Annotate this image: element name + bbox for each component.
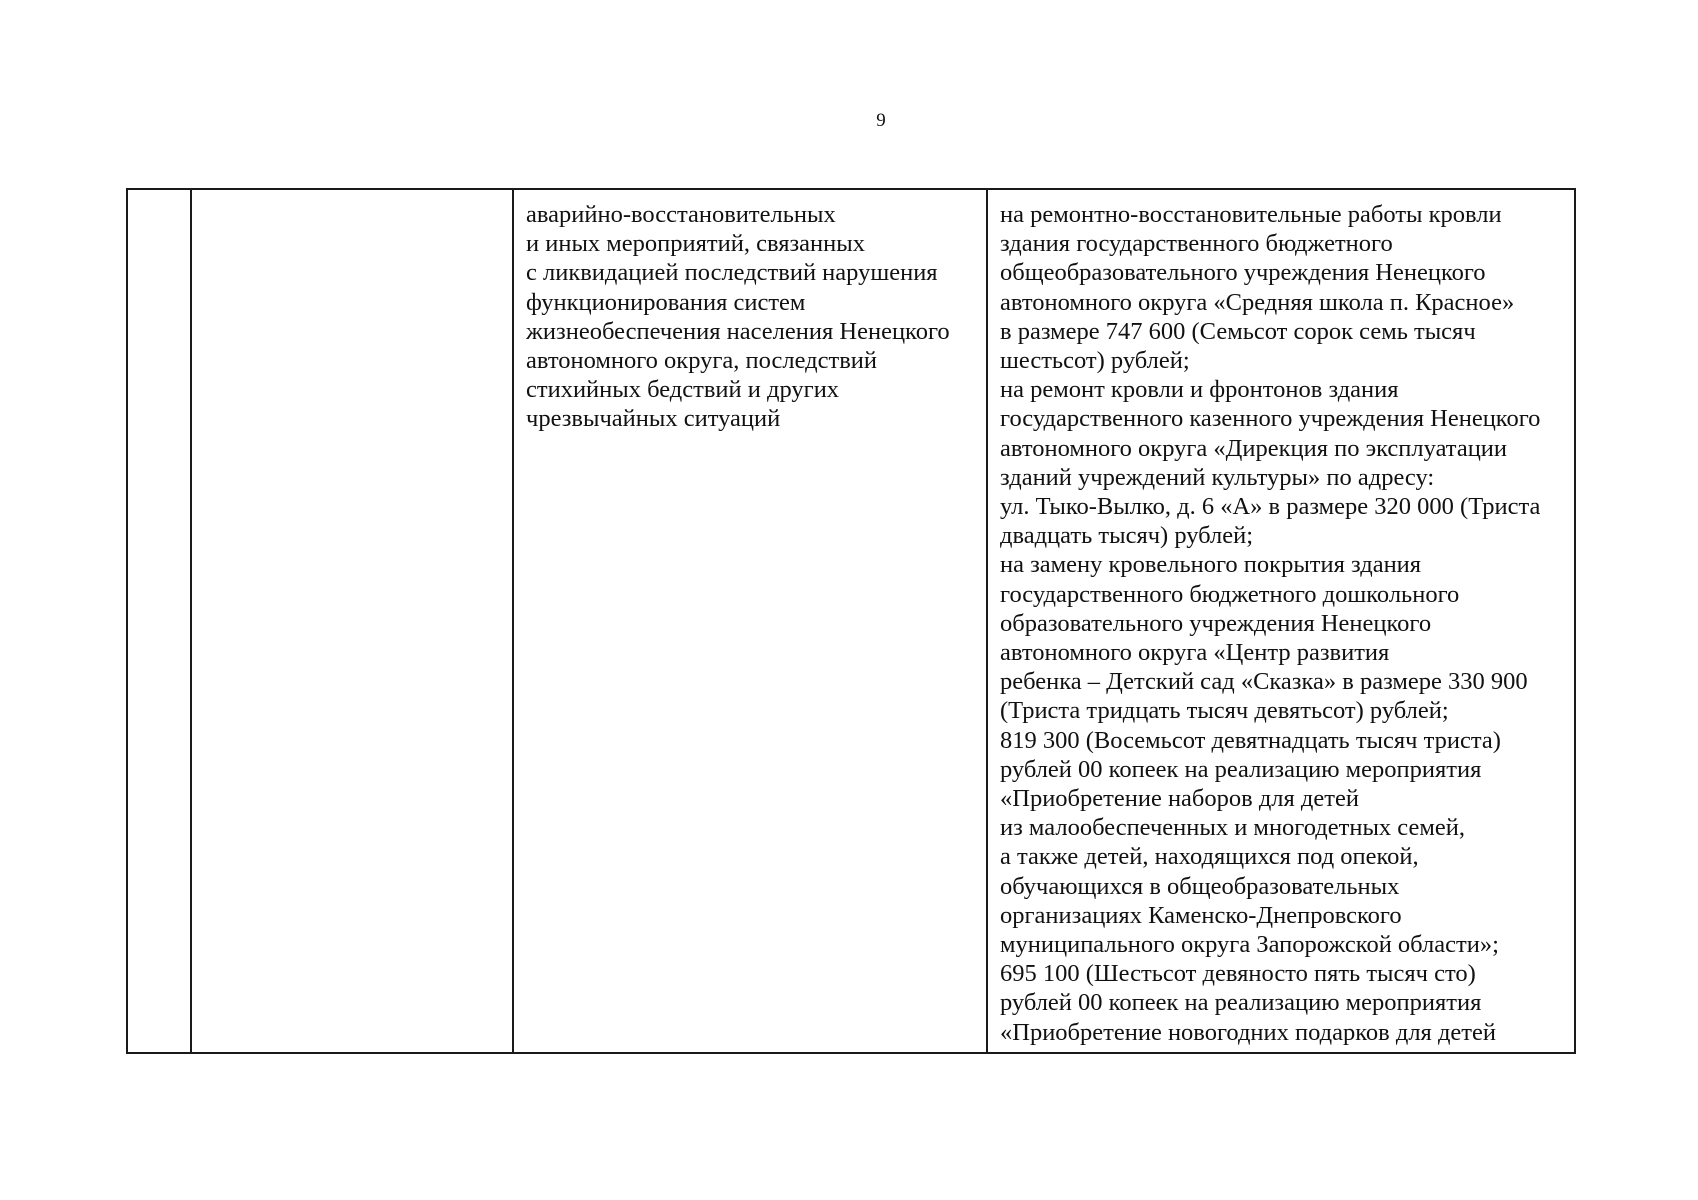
text-line: обучающихся в общеобразовательных xyxy=(1000,872,1400,900)
text-line: шестьсот) рублей; xyxy=(1000,347,1190,375)
text-line: автономного округа «Средняя школа п. Красное» xyxy=(1000,288,1515,316)
text-line: автономного округа, последствий xyxy=(526,347,878,375)
text-line: а также детей, находящихся под опекой, xyxy=(1000,843,1419,871)
text-line: в размере 747 600 (Семьсот сорок семь тысяч xyxy=(1000,317,1476,345)
text-line: ребенка – Детский сад «Сказка» в размере 330 900 xyxy=(1000,668,1528,696)
table-cell-name xyxy=(191,189,513,1053)
text-line: зданий учреждений культуры» по адресу: xyxy=(1000,463,1435,491)
text-line: стихийных бедствий и других xyxy=(526,376,840,404)
text-line: двадцать тысяч) рублей; xyxy=(1000,522,1254,550)
text-line: жизнеобеспечения населения Ненецкого xyxy=(526,317,950,345)
table-cell-number xyxy=(127,189,191,1053)
text-line: (Триста тридцать тысяч девятьсот) рублей; xyxy=(1000,697,1449,725)
text-line: на ремонт кровли и фронтонов здания xyxy=(1000,376,1399,404)
text-line: здания государственного бюджетного xyxy=(1000,230,1393,258)
text-line: государственного бюджетного дошкольного xyxy=(1000,580,1460,608)
table-row xyxy=(127,189,1575,1053)
text-line: автономного округа «Дирекция по эксплуатации xyxy=(1000,434,1508,462)
text-line: 819 300 (Восемьсот девятнадцать тысяч триста) xyxy=(1000,726,1501,754)
document-table xyxy=(126,188,1576,1054)
table-cell-allocation xyxy=(987,189,1575,1053)
text-line: общеобразовательного учреждения Ненецкого xyxy=(1000,259,1486,287)
text-line: государственного казенного учреждения Ненецкого xyxy=(1000,405,1541,433)
text-line: чрезвычайных ситуаций xyxy=(526,405,781,433)
text-line: «Приобретение наборов для детей xyxy=(1000,785,1359,813)
text-line: автономного округа «Центр развития xyxy=(1000,639,1390,667)
text-line: рублей 00 копеек на реализацию мероприятия xyxy=(1000,755,1482,783)
table-cell-purpose xyxy=(513,189,987,1053)
text-line: «Приобретение новогодних подарков для детей xyxy=(1000,1018,1496,1046)
text-line: и иных мероприятий, связанных xyxy=(526,230,865,258)
text-line: организациях Каменско-Днепровского xyxy=(1000,901,1402,929)
text-line: ул. Тыко-Вылко, д. 6 «А» в размере 320 000 (Триста xyxy=(1000,493,1541,521)
purpose-text xyxy=(514,190,986,434)
text-line: на замену кровельного покрытия здания xyxy=(1000,551,1422,579)
text-line: аварийно-восстановительных xyxy=(526,201,836,228)
page-number: 9 xyxy=(876,110,886,131)
text-line: с ликвидацией последствий нарушения xyxy=(526,259,938,287)
text-line: рублей 00 копеек на реализацию мероприятия xyxy=(1000,989,1482,1017)
allocation-text xyxy=(988,190,1574,1047)
text-line: из малообеспеченных и многодетных семей, xyxy=(1000,814,1465,842)
text-line: муниципального округа Запорожской области»; xyxy=(1000,931,1499,959)
text-line: на ремонтно-восстановительные работы кровли xyxy=(1000,201,1502,228)
text-line: функционирования систем xyxy=(526,288,806,316)
text-line: образовательного учреждения Ненецкого xyxy=(1000,609,1432,637)
text-line: 695 100 (Шестьсот девяносто пять тысяч сто) xyxy=(1000,960,1476,988)
